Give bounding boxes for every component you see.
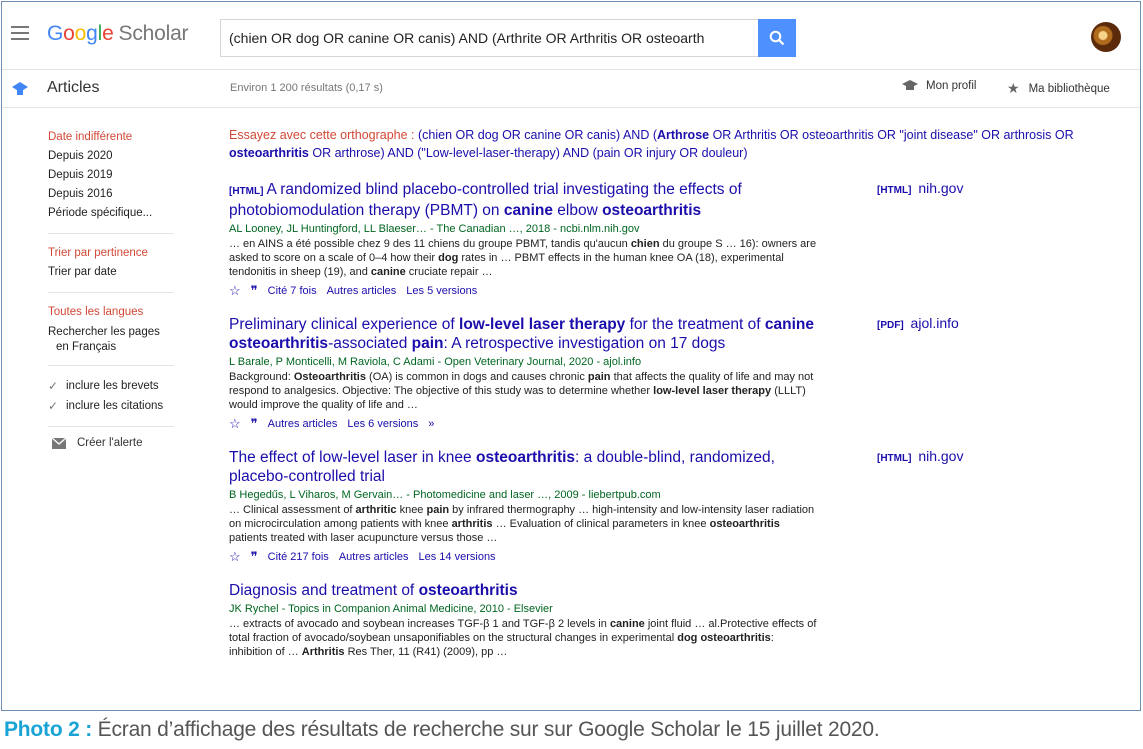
sort-group	[48, 244, 174, 293]
more-icon[interactable]: »	[428, 418, 435, 430]
sort-date[interactable]: Trier par date	[48, 266, 117, 278]
search-box	[220, 19, 760, 57]
snippet-text: osteoarthritis	[709, 518, 780, 530]
articles-label[interactable]: Articles	[47, 79, 100, 96]
result-title-text: osteoarthritis	[418, 582, 518, 599]
snippet-text: knee	[396, 504, 427, 516]
result-action-link[interactable]: Les 14 versions	[418, 551, 496, 563]
date-since-2019[interactable]: Depuis 2019	[48, 169, 113, 181]
logo-letter: g	[86, 22, 98, 45]
language-group	[48, 303, 174, 366]
logo-letter: o	[74, 22, 87, 45]
mail-icon	[52, 438, 66, 449]
result-title-text: for the treatment of	[625, 316, 765, 333]
save-star-icon[interactable]: ☆	[229, 283, 241, 298]
star-icon: ★	[1007, 80, 1020, 96]
source-format-tag: [HTML]	[877, 453, 912, 464]
spelling-suggestion-text: osteoarthritis	[229, 146, 309, 160]
check-icon: ✓	[48, 379, 59, 393]
result-actions	[229, 549, 1129, 565]
snippet-text: by infrared thermography … high-intensity and low-intensity laser radiation on microcirculation among patients with knee	[229, 504, 815, 530]
spelling-label: Essayez avec cette orthographe :	[229, 128, 415, 142]
logo-letter: G	[47, 22, 64, 45]
articles-icon	[12, 82, 28, 96]
result-authors: L Barale, P Monticelli, M Raviola, C Adami - Open Veterinary Journal, 2020 - ajol.info	[229, 356, 642, 368]
date-since-2016[interactable]: Depuis 2016	[48, 188, 113, 200]
spelling-suggestion-text: OR arthrose) AND ("Low-level-laser-therapy) AND (pain OR injury OR douleur)	[308, 146, 748, 160]
snippet-text: arthritis	[451, 518, 493, 530]
snippet-text: … extracts of avocado and soybean increases TGF-β 1 and TGF-β 2 levels in	[229, 618, 610, 630]
profile-icon	[902, 80, 918, 92]
snippet-text: dog osteoarthritis	[677, 632, 771, 644]
sort-relevance[interactable]: Trier par pertinence	[48, 247, 148, 259]
avatar[interactable]	[1091, 22, 1121, 52]
result-action-link[interactable]: Cité 217 fois	[267, 551, 329, 563]
header	[2, 2, 1140, 70]
result-snippet	[229, 237, 819, 279]
result-action-link[interactable]: Autres articles	[326, 285, 397, 297]
result-action-link[interactable]: Les 6 versions	[347, 418, 419, 430]
snippet-text: Background:	[229, 371, 294, 383]
result-title-link[interactable]	[229, 448, 829, 486]
result-title-text: Diagnosis and treatment of	[229, 582, 419, 599]
result-snippet	[229, 617, 819, 659]
logo-letter: l	[97, 22, 103, 45]
search-icon	[769, 30, 785, 46]
result-authors: JK Rychel - Topics in Companion Animal Medicine, 2010 - Elsevier	[229, 603, 553, 615]
spelling-suggestion	[229, 126, 1124, 162]
snippet-text: : inhibition of …	[229, 632, 774, 658]
my-profile-link[interactable]	[902, 80, 977, 92]
snippet-text: pain	[426, 504, 450, 516]
date-custom-range[interactable]: Période spécifique...	[48, 207, 153, 219]
create-alert-label: Créer l'alerte	[77, 437, 143, 449]
sidebar	[48, 128, 178, 449]
result-title-text: -associated	[328, 335, 412, 352]
create-alert-link[interactable]	[52, 437, 178, 449]
my-library-label: Ma bibliothèque	[1028, 82, 1110, 95]
result-stats: Environ 1 200 résultats (0,17 s)	[230, 82, 383, 94]
date-filter-group	[48, 128, 174, 234]
search-button[interactable]	[758, 19, 796, 57]
snippet-text: Osteoarthritis	[293, 371, 366, 383]
result-action-link[interactable]: Cité 7 fois	[267, 285, 317, 297]
result-authors: AL Looney, JL Huntingford, LL Blaeser… - The Canadian …, 2018 - ncbi.nlm.nih.gov	[229, 223, 640, 235]
spelling-suggestion-text: (chien OR dog OR canine OR canis) AND (	[418, 128, 657, 142]
my-library-link[interactable]	[1007, 80, 1110, 97]
result-title-text: : A retrospective investigation on 17 dogs	[443, 335, 726, 352]
snippet-text: low-level laser therapy	[653, 385, 772, 397]
result-title-text: pain	[411, 335, 444, 352]
snippet-text: du groupe S … 16): owners are asked to score on a scale of 0–4 how their	[229, 238, 817, 264]
logo-letter: e	[102, 22, 114, 45]
cite-quote-icon[interactable]: ❞	[250, 416, 258, 431]
result-title-text: The effect of low-level laser in knee	[229, 449, 476, 466]
result-title-text: canine osteoarthritis	[229, 316, 814, 352]
lang-all[interactable]: Toutes les langues	[48, 306, 144, 318]
result-title-text: : a double-blind, randomized, placebo-controlled trial	[229, 449, 775, 485]
lang-search-pages[interactable]: Rechercher les pages	[48, 326, 160, 338]
result-authors: B Hegedűs, L Viharos, M Gervain… - Photomedicine and laser …, 2009 - liebertpub.com	[229, 489, 661, 501]
result-source-link[interactable]	[877, 315, 959, 331]
snippet-text: … Clinical assessment of	[229, 504, 356, 516]
snippet-text: … Evaluation of clinical parameters in knee	[492, 518, 710, 530]
results-list	[229, 180, 1129, 659]
snippet-text: (OA) is common in dogs and causes chronic	[365, 371, 588, 383]
result-title-text: osteoarthritis	[475, 449, 576, 466]
include-patents-label: inclure les brevets	[66, 380, 159, 392]
source-domain: nih.gov	[914, 180, 964, 196]
include-citations-checkbox[interactable]	[48, 396, 174, 416]
lang-french[interactable]: en Français	[56, 341, 117, 353]
caption-text: Écran d’affichage des résultats de recherche sur sur Google Scholar le 15 juillet 2020.	[97, 718, 880, 741]
menu-icon[interactable]	[11, 26, 29, 40]
result-action-link[interactable]: Autres articles	[267, 418, 338, 430]
date-since-2020[interactable]: Depuis 2020	[48, 150, 113, 162]
snippet-text: Arthritis	[301, 646, 345, 658]
result-source-link[interactable]	[877, 448, 963, 464]
snippet-text: … en AINS a été possible chez 9 des 11 chiens du groupe PBMT, tandis qu'aucun	[229, 238, 631, 250]
snippet-text: that affects the quality of life and may not respond to analgesics. Objective: The objective of this study was to determine whether	[229, 371, 814, 397]
snippet-text: rates in … PBMT effects in the human knee OA (18), experimental tendonitis in sheep (19), and	[229, 252, 784, 278]
check-icon: ✓	[48, 399, 59, 413]
snippet-text: cruciate repair …	[405, 266, 493, 278]
result-title-text: A randomized blind placebo-controlled trial investigating the effects of photobiomodulation therapy (PBMT) on	[229, 181, 742, 219]
snippet-text: dog	[438, 252, 459, 264]
source-domain: nih.gov	[914, 448, 964, 464]
result-title-link[interactable]	[229, 581, 829, 600]
snippet-text: canine	[370, 266, 406, 278]
search-result	[229, 180, 1129, 299]
search-result	[229, 315, 1129, 432]
source-domain: ajol.info	[906, 315, 959, 331]
snippet-text: Res Ther, 11 (R41) (2009), pp …	[344, 646, 508, 658]
options-group	[48, 376, 174, 427]
result-action-link[interactable]: Autres articles	[338, 551, 409, 563]
result-snippet	[229, 503, 819, 545]
spelling-suggestion-text: OR Arthritis OR osteoarthritis OR "joint disease" OR arthrosis OR	[709, 128, 1074, 142]
date-any[interactable]: Date indifférente	[48, 131, 133, 143]
result-actions	[229, 416, 1129, 432]
logo[interactable]	[47, 22, 188, 46]
search-result	[229, 581, 1129, 659]
result-title-link[interactable]	[229, 180, 829, 220]
source-format-tag: [PDF]	[877, 320, 904, 331]
cite-quote-icon[interactable]: ❞	[250, 549, 258, 564]
scholar-window	[1, 1, 1141, 711]
include-citations-label: inclure les citations	[66, 400, 164, 412]
subheader	[2, 70, 1140, 108]
result-title-text: Preliminary clinical experience of	[229, 316, 460, 333]
result-action-link[interactable]: Les 5 versions	[406, 285, 478, 297]
result-title-text: elbow	[552, 202, 603, 219]
search-result	[229, 448, 1129, 565]
include-patents-checkbox[interactable]	[48, 376, 174, 396]
result-title-text: osteoarthritis	[602, 202, 702, 219]
result-format-tag: [HTML]	[229, 186, 264, 197]
snippet-text: arthritic	[355, 504, 397, 516]
save-star-icon[interactable]: ☆	[229, 416, 241, 431]
snippet-text: (LLLT) would improve the quality of life and …	[229, 385, 806, 411]
my-profile-label: Mon profil	[926, 80, 977, 92]
result-title-text: low-level laser therapy	[459, 316, 626, 333]
save-star-icon[interactable]: ☆	[229, 549, 241, 564]
snippet-text: pain	[587, 371, 611, 383]
result-source-link[interactable]	[877, 180, 963, 196]
result-snippet	[229, 370, 819, 412]
search-input[interactable]	[221, 20, 760, 56]
logo-google	[47, 22, 114, 45]
logo-letter: o	[63, 22, 75, 45]
result-title-link[interactable]	[229, 315, 829, 353]
source-format-tag: [HTML]	[877, 185, 912, 196]
snippet-text: patients treated with laser acupuncture versus those …	[229, 532, 498, 544]
figure-caption	[4, 718, 880, 742]
snippet-text: canine	[609, 618, 645, 630]
cite-quote-icon[interactable]: ❞	[250, 283, 258, 298]
caption-label: Photo 2 :	[4, 718, 93, 741]
snippet-text: joint fluid … al.Protective effects of total fraction of avocado/soybean unsaponifiables on the structural changes in experimental	[229, 618, 817, 644]
snippet-text: chien	[630, 238, 660, 250]
logo-scholar: Scholar	[118, 22, 189, 45]
result-actions	[229, 283, 1129, 299]
result-title-text: canine	[503, 202, 553, 219]
results-main	[229, 126, 1129, 675]
spelling-suggestion-text: Arthrose	[657, 128, 710, 142]
